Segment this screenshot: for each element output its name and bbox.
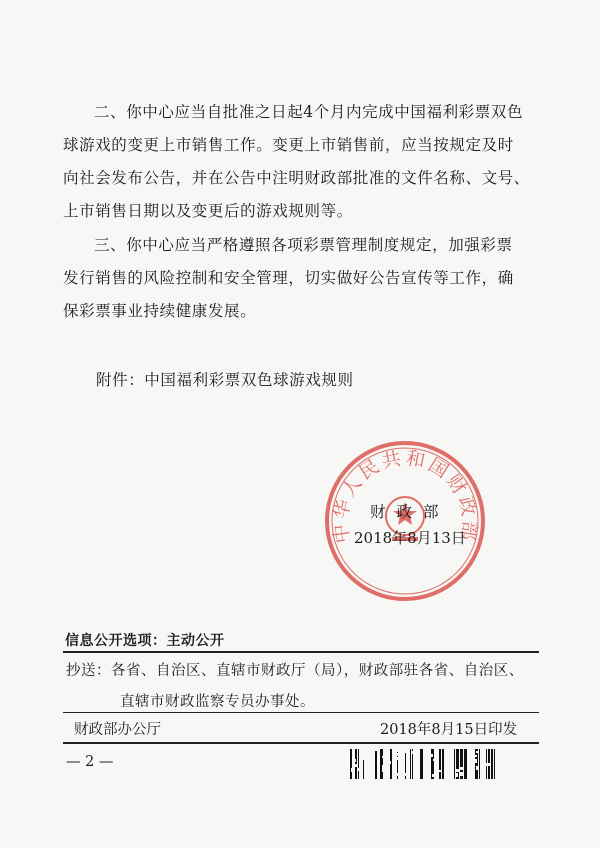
barcode-icon <box>350 749 496 779</box>
paragraph-2-line: 向社会发布公告，并在公告中注明财政部批准的文件名称、文号、 <box>63 169 530 187</box>
paragraph-2 <box>63 96 541 228</box>
paragraph-2-line: 上市销售日期以及变更后的游戏规则等。 <box>63 202 353 220</box>
cc-line: 抄送：各省、自治区、直辖市财政厅（局），财政部驻各省、自治区、 <box>66 663 524 679</box>
paragraph-2-line: 球游戏的变更上市销售工作。变更上市销售前，应当按规定及时 <box>63 136 514 154</box>
footer-rule-top <box>63 651 539 653</box>
paragraph-3-line: 三、你中心应当严格遵照各项彩票管理制度规定，加强彩票 <box>94 236 513 254</box>
attachment-line: 附件：中国福利彩票双色球游戏规则 <box>96 371 354 389</box>
cc-line: 直辖市财政监察专员办事处。 <box>120 694 315 710</box>
paragraph-3-line: 发行销售的风险控制和安全管理，切实做好公告宣传等工作，确 <box>63 269 514 287</box>
footer-rule-middle <box>63 712 539 713</box>
signature-date: 2018年8月13日 <box>354 529 466 547</box>
issue-date: 2018年8月15日印发 <box>380 722 518 738</box>
issuing-office: 财政部办公厅 <box>74 722 161 738</box>
seal-text: 中华人民共和国财政部 <box>329 447 481 545</box>
cc-list <box>66 656 524 718</box>
paragraph-3 <box>63 229 541 328</box>
paragraph-3-line: 保彩票事业持续健康发展。 <box>63 302 257 320</box>
paragraph-2-line: 二、你中心应当自批准之日起4个月内完成中国福利彩票双色 <box>94 103 524 121</box>
footer-rule-bottom <box>63 742 539 744</box>
disclosure-option: 信息公开选项：主动公开 <box>65 633 225 649</box>
page-number: — 2 — <box>66 754 114 770</box>
signature-org: 财政部 <box>370 503 450 521</box>
